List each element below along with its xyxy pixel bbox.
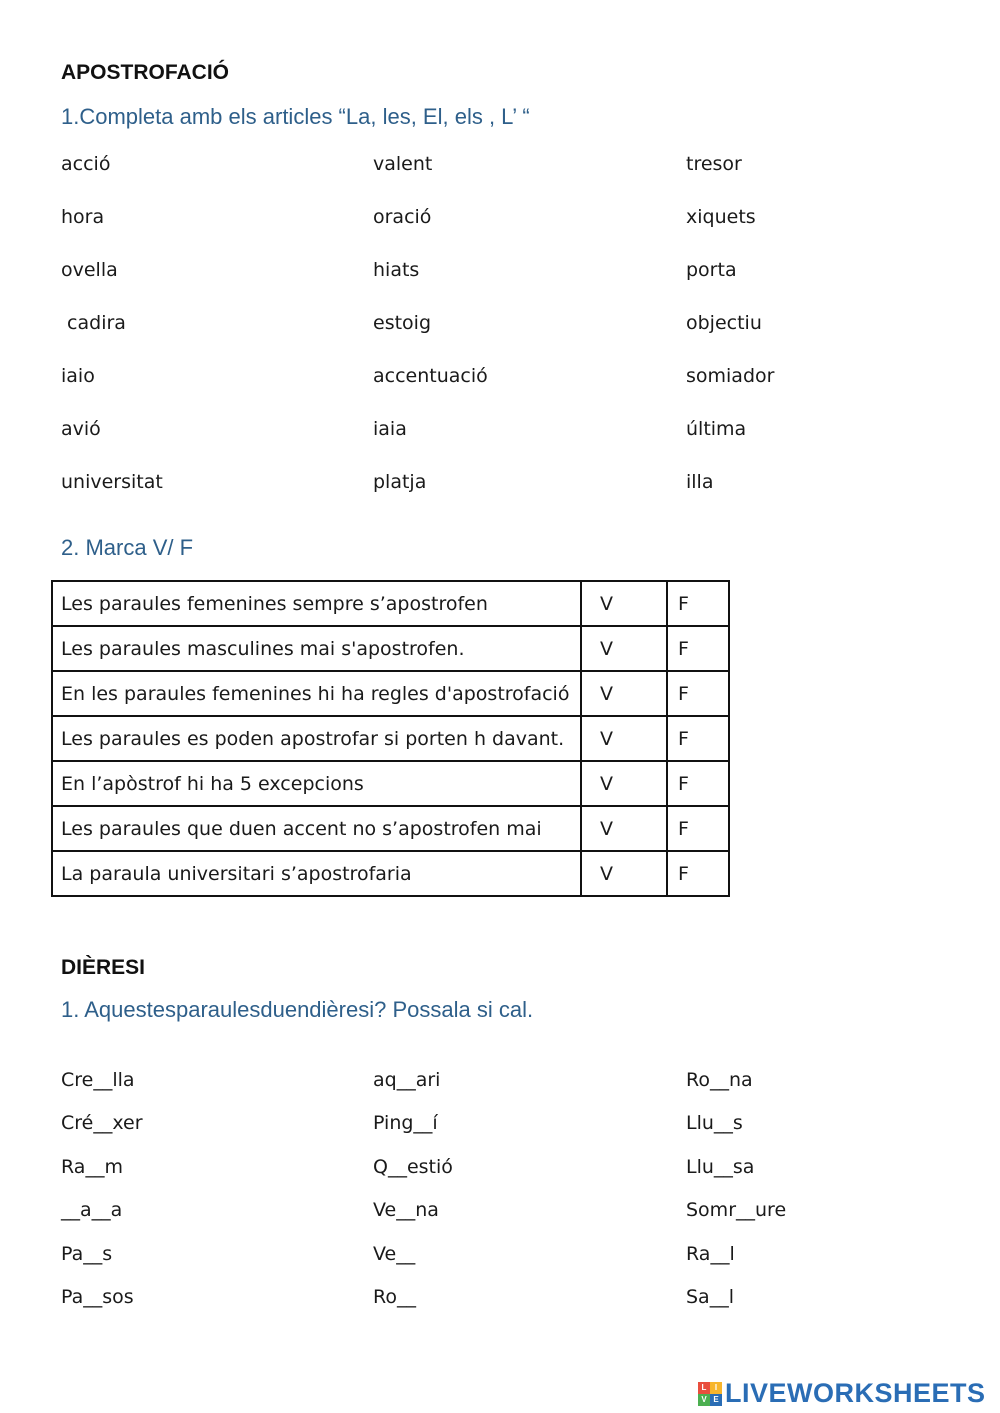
statement-row: [52, 806, 729, 851]
word-fragment: s: [102, 1242, 113, 1265]
fill-blank[interactable]: __: [396, 1285, 416, 1308]
true-option[interactable]: V: [581, 716, 667, 761]
word-item: iaia: [373, 418, 407, 440]
word-item: xiquets: [686, 206, 756, 228]
section-title-apostrofacio: APOSTROFACIÓ: [61, 61, 230, 84]
section-title-dieresi: DIÈRESI: [61, 956, 146, 979]
word-fragment: ure: [755, 1199, 787, 1222]
dieresi-word: [686, 1112, 743, 1134]
dieresi-word: [373, 1069, 440, 1091]
word-item: avió: [61, 418, 101, 440]
word-fragment: Pa: [61, 1285, 84, 1308]
word-fragment: sa: [732, 1155, 755, 1178]
fill-blank[interactable]: __: [413, 1112, 433, 1135]
fill-blank[interactable]: __: [713, 1155, 733, 1178]
word-fragment: Cre: [61, 1069, 94, 1091]
false-option[interactable]: F: [667, 716, 729, 761]
dieresi-word: [373, 1286, 416, 1308]
word-fragment: ari: [415, 1069, 441, 1091]
word-fragment: s: [732, 1112, 743, 1135]
word-fragment: na: [415, 1199, 439, 1222]
word-fragment: na: [728, 1069, 753, 1091]
statement-text: Les paraules que duen accent no s’apostrofen mai: [52, 806, 581, 851]
word-row: [61, 365, 961, 418]
dieresi-word: [686, 1286, 734, 1308]
true-option[interactable]: V: [581, 806, 667, 851]
word-item: última: [686, 418, 747, 440]
fill-blank[interactable]: __: [93, 1069, 113, 1091]
true-option[interactable]: V: [581, 626, 667, 671]
true-option[interactable]: V: [581, 671, 667, 716]
true-option[interactable]: V: [581, 581, 667, 626]
statement-row: [52, 761, 729, 806]
word-item: oració: [373, 206, 432, 228]
fill-blank[interactable]: __: [709, 1069, 729, 1091]
statement-row: [52, 851, 729, 896]
word-item: valent: [373, 153, 433, 175]
dieresi-instruction: 1. Aquestesparaulesduendièresi? Possala si cal.: [61, 997, 534, 1022]
dieresi-word: [686, 1243, 735, 1265]
exercise1-instruction: 1.Completa amb els articles “La, les, El, els , L’ “: [61, 104, 530, 129]
word-row: [61, 206, 961, 259]
dieresi-word: [373, 1112, 438, 1134]
statement-row: [52, 581, 729, 626]
word-item: accentuació: [373, 365, 488, 387]
true-option[interactable]: V: [581, 851, 667, 896]
statement-row: [52, 626, 729, 671]
word-fragment: Ra: [61, 1155, 86, 1178]
dieresi-row: [61, 1069, 961, 1112]
statement-text: Les paraules es poden apostrofar si porten h davant.: [52, 716, 581, 761]
statement-text: En l’apòstrof hi ha 5 excepcions: [52, 761, 581, 806]
statement-text: En les paraules femenines hi ha regles d'apostrofació: [52, 671, 581, 716]
true-false-table: [51, 580, 730, 897]
word-fragment: Ro: [686, 1069, 710, 1091]
false-option[interactable]: F: [667, 761, 729, 806]
dieresi-row: [61, 1286, 961, 1329]
dieresi-word: [373, 1243, 415, 1265]
liveworksheets-logo-icon: L I V E: [698, 1382, 722, 1406]
word-fragment: Ping: [373, 1112, 414, 1135]
fill-blank[interactable]: __: [93, 1112, 113, 1135]
true-option[interactable]: V: [581, 761, 667, 806]
false-option[interactable]: F: [667, 851, 729, 896]
liveworksheets-logo: [698, 1378, 986, 1409]
word-item: acció: [61, 153, 111, 175]
dieresi-row: [61, 1199, 961, 1242]
statement-text: Les paraules femenines sempre s’apostrofen: [52, 581, 581, 626]
dieresi-row: [61, 1112, 961, 1155]
word-fragment: l: [728, 1285, 734, 1308]
false-option[interactable]: F: [667, 581, 729, 626]
word-item: cadira: [61, 312, 126, 334]
statement-text: La paraula universitari s’apostrofaria: [52, 851, 581, 896]
fill-blank[interactable]: __: [713, 1112, 733, 1135]
dieresi-word: [61, 1069, 135, 1091]
statement-row: [52, 716, 729, 761]
word-row: [61, 312, 961, 365]
word-row: [61, 259, 961, 312]
word-item: porta: [686, 259, 737, 281]
word-fragment: Ra: [686, 1242, 711, 1265]
word-fragment: Pa: [61, 1242, 84, 1265]
apostrofacio-word-grid: [61, 153, 961, 524]
fill-blank[interactable]: __: [396, 1242, 416, 1265]
exercise2-instruction: 2. Marca V/ F: [61, 535, 194, 560]
false-option[interactable]: F: [667, 806, 729, 851]
dieresi-word: [373, 1156, 453, 1178]
word-item: ovella: [61, 259, 118, 281]
word-row: [61, 471, 961, 524]
word-fragment: Llu: [686, 1112, 714, 1135]
word-row: [61, 418, 961, 471]
dieresi-word: [61, 1156, 123, 1178]
word-item: estoig: [373, 312, 432, 334]
dieresi-word: [61, 1112, 143, 1134]
fill-blank[interactable]: __: [709, 1285, 729, 1308]
word-fragment: a__a: [80, 1199, 123, 1222]
fill-blank[interactable]: __: [736, 1199, 756, 1222]
fill-blank[interactable]: __: [83, 1242, 103, 1265]
fill-blank[interactable]: __: [83, 1285, 103, 1308]
word-item: tresor: [686, 153, 742, 175]
fill-blank[interactable]: __: [85, 1155, 105, 1178]
word-fragment: Ve: [373, 1242, 397, 1265]
statement-row: [52, 671, 729, 716]
dieresi-row: [61, 1243, 961, 1286]
word-fragment: Q: [373, 1155, 388, 1178]
word-fragment: xer: [112, 1112, 143, 1135]
word-row: [61, 153, 961, 206]
fill-blank[interactable]: __: [396, 1069, 416, 1091]
word-fragment: Llu: [686, 1155, 714, 1178]
false-option[interactable]: F: [667, 671, 729, 716]
word-fragment: l: [729, 1242, 735, 1265]
dieresi-word: [686, 1156, 754, 1178]
dieresi-word: [686, 1069, 753, 1091]
statement-text: Les paraules masculines mai s'apostrofen.: [52, 626, 581, 671]
word-fragment: sos: [102, 1285, 134, 1308]
fill-blank[interactable]: __: [61, 1199, 80, 1222]
fill-blank[interactable]: __: [396, 1199, 416, 1222]
word-fragment: Sa: [686, 1285, 710, 1308]
fill-blank[interactable]: __: [710, 1242, 730, 1265]
word-fragment: Ro: [373, 1285, 397, 1308]
word-fragment: Somr: [686, 1199, 737, 1222]
word-item: iaio: [61, 365, 95, 387]
dieresi-word: [61, 1243, 112, 1265]
word-item: hora: [61, 206, 105, 228]
word-fragment: í: [432, 1112, 438, 1135]
word-fragment: aq: [373, 1069, 397, 1091]
word-item: universitat: [61, 471, 163, 493]
word-item: objectiu: [686, 312, 762, 334]
dieresi-word: [61, 1199, 122, 1221]
word-item: somiador: [686, 365, 775, 387]
false-option[interactable]: F: [667, 626, 729, 671]
fill-blank[interactable]: __: [387, 1155, 407, 1178]
word-fragment: Ve: [373, 1199, 397, 1222]
word-fragment: Cré: [61, 1112, 94, 1135]
dieresi-word-grid: [61, 1069, 961, 1329]
dieresi-row: [61, 1156, 961, 1199]
dieresi-word: [61, 1286, 134, 1308]
word-item: platja: [373, 471, 427, 493]
dieresi-word: [373, 1199, 439, 1221]
brand-name: LIVEWORKSHEETS: [725, 1378, 986, 1408]
word-item: illa: [686, 471, 714, 493]
dieresi-word: [686, 1199, 786, 1221]
word-item: hiats: [373, 259, 420, 281]
word-fragment: estió: [406, 1155, 453, 1178]
word-fragment: lla: [112, 1069, 135, 1091]
word-fragment: m: [104, 1155, 123, 1178]
